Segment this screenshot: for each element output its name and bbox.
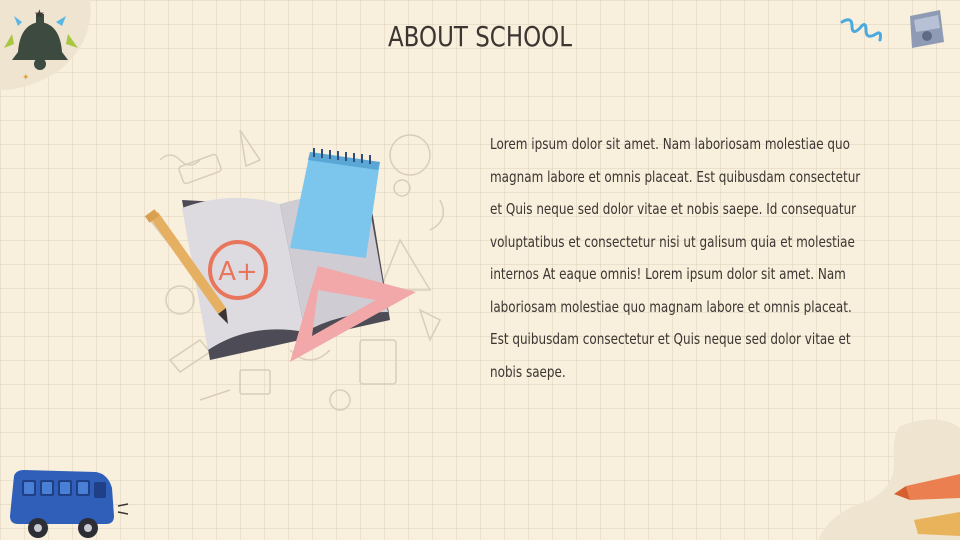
grade-mark: A+ xyxy=(218,257,258,287)
notepad-icon xyxy=(290,148,380,258)
body-paragraph: Lorem ipsum dolor sit amet. Nam laboriosam molestiae quo magnam labore et omnis placeat. Est quibusdam consectetur et Quis neque sed dolor vitae et nobis saepe. Id consequatur voluptatibus et consectetur nisi ut galisum quia et molestiae internos At eaque omnis! Lorem ipsum dolor sit amet. Nam laboriosam molestiae quo magnam labore et omnis placeat. Est quibusdam consectetur et Quis neque sed dolor vitae et nobis saepe. xyxy=(490,135,861,381)
squiggle-icon xyxy=(838,14,884,46)
school-supplies-illustration xyxy=(140,140,430,370)
school-bus-icon xyxy=(4,466,132,540)
bell-icon xyxy=(0,0,100,90)
svg-text:✦: ✦ xyxy=(22,73,30,83)
crayons-icon xyxy=(810,416,960,540)
slide-title: ABOUT SCHOOL xyxy=(387,20,573,53)
sharpener-icon xyxy=(900,6,950,52)
svg-text:★: ★ xyxy=(34,7,45,21)
